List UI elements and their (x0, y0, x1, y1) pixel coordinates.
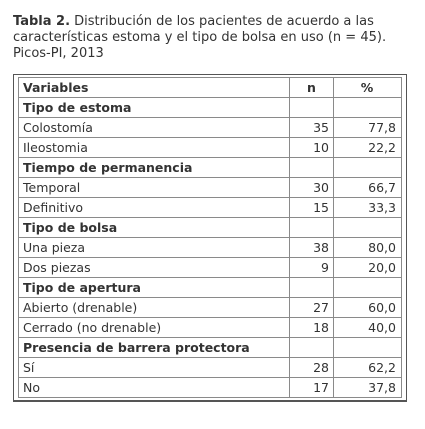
row-pct: 33,3 (368, 200, 396, 215)
group-title: Tipo de apertura (18, 278, 290, 298)
row-label: Ileostomia (18, 138, 290, 158)
row-label: Una pieza (18, 238, 290, 258)
row-n: 17 (290, 378, 334, 398)
row-pct: 40,0 (368, 320, 396, 335)
data-table (18, 77, 402, 398)
table-caption (13, 14, 418, 62)
group-title: Presencia de barrera protectora (18, 338, 290, 358)
row-label: No (18, 378, 290, 398)
row-n: 10 (290, 138, 334, 158)
row-label: Dos piezas (18, 258, 290, 278)
row-pct: 20,0 (368, 260, 396, 275)
row-label: Definitivo (18, 198, 290, 218)
row-label: Sí (18, 358, 290, 378)
row-label: Cerrado (no drenable) (18, 318, 290, 338)
row-n: 28 (290, 358, 334, 378)
caption-text: Distribución de los pacientes de acuerdo a las características estoma y el tipo de bolsa en uso (n = 45). Picos-PI, 2013 (13, 14, 387, 61)
row-pct: 60,0 (368, 300, 396, 315)
row-pct: 62,2 (368, 360, 396, 375)
row-label: Temporal (18, 178, 290, 198)
table-row (18, 298, 402, 318)
row-n: 27 (290, 298, 334, 318)
table-row (18, 378, 402, 398)
row-n: 18 (290, 318, 334, 338)
group-title: Tipo de estoma (18, 98, 290, 118)
group-title: Tiempo de permanencia (18, 158, 290, 178)
row-label: Abierto (drenable) (18, 298, 290, 318)
group-row (18, 338, 402, 358)
table-row (18, 258, 402, 278)
row-n: 15 (290, 198, 334, 218)
row-label: Colostomía (18, 118, 290, 138)
row-n: 38 (290, 238, 334, 258)
row-pct: 80,0 (368, 240, 396, 255)
table-row (18, 238, 402, 258)
table-row (18, 178, 402, 198)
row-n: 9 (290, 258, 334, 278)
table-header-row (18, 77, 402, 98)
table-row (18, 138, 402, 158)
group-row (18, 278, 402, 298)
row-pct: 66,7 (368, 180, 396, 195)
row-pct: 77,8 (368, 120, 396, 135)
table-row (18, 198, 402, 218)
group-row (18, 218, 402, 238)
header-pct: % (334, 77, 402, 98)
caption-label: Tabla 2. (13, 14, 71, 29)
group-title: Tipo de bolsa (18, 218, 290, 238)
table-row (18, 358, 402, 378)
row-pct: 22,2 (368, 140, 396, 155)
header-variables: Variables (18, 77, 290, 98)
table-row (18, 318, 402, 338)
row-n: 35 (290, 118, 334, 138)
row-pct: 37,8 (368, 380, 396, 395)
data-table-frame (13, 74, 407, 402)
group-row (18, 158, 402, 178)
group-row (18, 98, 402, 118)
header-n: n (290, 77, 334, 98)
table-row (18, 118, 402, 138)
row-n: 30 (290, 178, 334, 198)
